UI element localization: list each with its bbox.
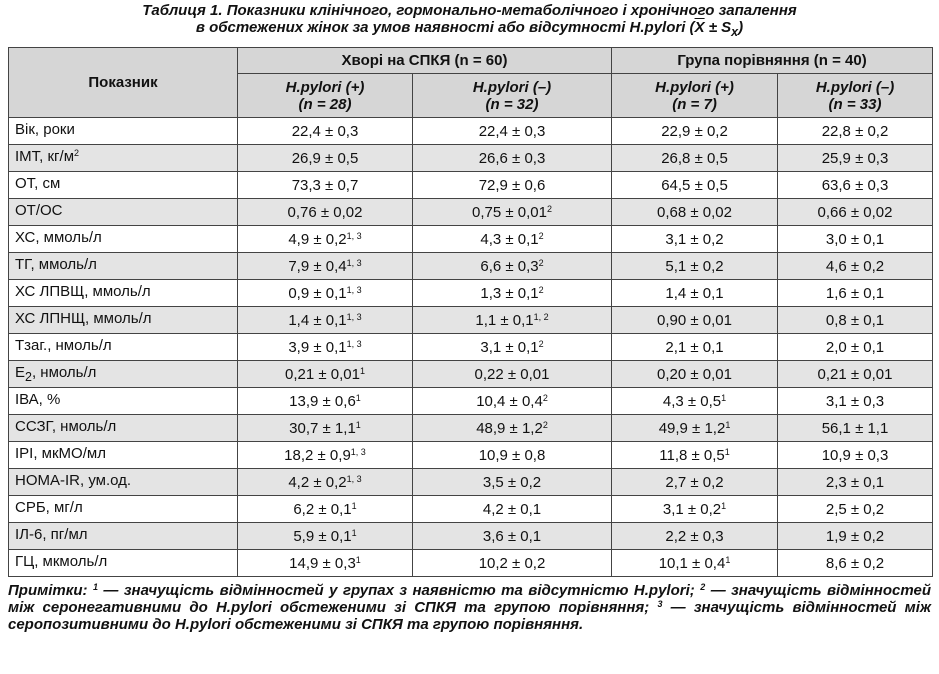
row-indicator-name: ХС ЛПВЩ, ммоль/л (9, 280, 238, 307)
caption-suffix: ) (738, 19, 744, 36)
row-value-cell: 73,3 ± 0,7 (238, 172, 413, 199)
row-value-cell: 22,4 ± 0,3 (413, 118, 612, 145)
row-value-cell: $7,9 \pm 0,4^{1, 3}$ (238, 253, 413, 280)
table-row (9, 523, 933, 550)
header-indicator: Показник (9, 48, 238, 118)
table-row (9, 253, 933, 280)
table-row (9, 442, 933, 469)
note-2-marker: 2 (700, 582, 706, 592)
header-sub-comparison-positive: H.pylori (+) (n = 7) (612, 74, 778, 118)
row-value-cell: 1,4 ± 0,1 (612, 280, 778, 307)
row-value-cell: 3,5 ± 0,2 (413, 469, 612, 496)
row-value-cell: $13,9 \pm 0,6^1$ (238, 388, 413, 415)
row-value-cell: 1,9 ± 0,2 (778, 523, 933, 550)
row-value-cell: $3,9 \pm 0,1^{1, 3}$ (238, 334, 413, 361)
caption-mean-symbol: $\overline{X}$ (694, 19, 705, 36)
row-value-cell: $49,9 \pm 1,2^1$ (612, 415, 778, 442)
table-notes (8, 582, 931, 633)
table-caption (8, 2, 931, 41)
header-sub-pcos-negative: H.pylori (–) (n = 32) (413, 74, 612, 118)
row-value-cell: 0,8 ± 0,1 (778, 307, 933, 334)
note-3-marker: 3 (657, 599, 663, 609)
row-value-cell: $4,3 \pm 0,1^2$ (413, 226, 612, 253)
row-value-cell: 3,0 ± 0,1 (778, 226, 933, 253)
row-indicator-name: HOMA-IR, ум.од. (9, 469, 238, 496)
row-indicator-name: ОТ/ОС (9, 199, 238, 226)
table-row (9, 145, 933, 172)
row-value-cell: 2,7 ± 0,2 (612, 469, 778, 496)
row-indicator-name: ІРІ, мкМО/мл (9, 442, 238, 469)
row-value-cell: 56,1 ± 1,1 (778, 415, 933, 442)
row-value-cell: 2,0 ± 0,1 (778, 334, 933, 361)
note-1-marker: 1 (92, 582, 98, 592)
row-value-cell: 22,4 ± 0,3 (238, 118, 413, 145)
row-value-cell: $14,9 \pm 0,3^1$ (238, 550, 413, 577)
row-value-cell: 64,5 ± 0,5 (612, 172, 778, 199)
row-value-cell: 26,6 ± 0,3 (413, 145, 612, 172)
row-value-cell: $18,2 \pm 0,9^{1, 3}$ (238, 442, 413, 469)
row-value-cell: $3,1 \pm 0,1^2$ (413, 334, 612, 361)
row-value-cell: 10,9 ± 0,3 (778, 442, 933, 469)
note-3-text: — значущість відмінностей між серопозитивними до H.pylori обстеженими зі СПКЯ та групою порівняння. (8, 599, 931, 633)
row-value-cell: $4,3 \pm 0,5^1$ (612, 388, 778, 415)
row-value-cell: $0,9 \pm 0,1^{1, 3}$ (238, 280, 413, 307)
row-value-cell: $10,1 \pm 0,4^1$ (612, 550, 778, 577)
row-value-cell: 63,6 ± 0,3 (778, 172, 933, 199)
row-value-cell: 25,9 ± 0,3 (778, 145, 933, 172)
row-indicator-name: $E_2$, нмоль/л (9, 361, 238, 388)
table-row (9, 226, 933, 253)
row-value-cell: 2,3 ± 0,1 (778, 469, 933, 496)
row-indicator-name: ІВА, % (9, 388, 238, 415)
row-value-cell: 0,21 ± 0,01 (778, 361, 933, 388)
row-value-cell: 2,5 ± 0,2 (778, 496, 933, 523)
row-value-cell: 0,68 ± 0,02 (612, 199, 778, 226)
row-value-cell: 3,1 ± 0,2 (612, 226, 778, 253)
table-header (9, 48, 933, 118)
table-row (9, 334, 933, 361)
table-row (9, 388, 933, 415)
row-value-cell: 0,20 ± 0,01 (612, 361, 778, 388)
caption-mid: ± S (704, 19, 732, 36)
row-indicator-name: Тзаг., нмоль/л (9, 334, 238, 361)
row-value-cell: $4,2 \pm 0,2^{1, 3}$ (238, 469, 413, 496)
data-table (8, 47, 933, 577)
row-value-cell: $1,3 \pm 0,1^2$ (413, 280, 612, 307)
row-value-cell: 0,76 ± 0,02 (238, 199, 413, 226)
row-indicator-name: СРБ, мг/л (9, 496, 238, 523)
row-value-cell: 3,1 ± 0,3 (778, 388, 933, 415)
row-value-cell: 26,8 ± 0,5 (612, 145, 778, 172)
table-row (9, 469, 933, 496)
table-row (9, 280, 933, 307)
row-value-cell: $30,7 \pm 1,1^1$ (238, 415, 413, 442)
row-value-cell: $0,21 \pm 0,01^1$ (238, 361, 413, 388)
row-value-cell: 1,6 ± 0,1 (778, 280, 933, 307)
caption-line-1: Таблиця 1. Показники клінічного, гормонально-метаболічного і хронічного запалення (142, 2, 797, 19)
row-value-cell: 3,6 ± 0,1 (413, 523, 612, 550)
row-indicator-name: ІЛ-6, пг/мл (9, 523, 238, 550)
row-value-cell: $1,4 \pm 0,1^{1, 3}$ (238, 307, 413, 334)
table-row (9, 550, 933, 577)
row-value-cell: 0,90 ± 0,01 (612, 307, 778, 334)
caption-prefix: в обстежених жінок за умов наявності або відсутності H.pylori ( (195, 19, 695, 36)
row-indicator-name: ГЦ, мкмоль/л (9, 550, 238, 577)
row-value-cell: $3,1 \pm 0,2^1$ (612, 496, 778, 523)
header-sub-comparison-negative: H.pylori (–) (n = 33) (778, 74, 933, 118)
row-value-cell: 4,2 ± 0,1 (413, 496, 612, 523)
row-indicator-name: ХС ЛПНЩ, ммоль/л (9, 307, 238, 334)
table-row (9, 118, 933, 145)
table-row (9, 361, 933, 388)
row-value-cell: $1,1 \pm 0,1^{1, 2}$ (413, 307, 612, 334)
row-value-cell: 0,66 ± 0,02 (778, 199, 933, 226)
caption-sub-x: x (731, 25, 739, 39)
row-indicator-name: ССЗГ, нмоль/л (9, 415, 238, 442)
header-group-comparison: Група порівняння (n = 40) (612, 48, 933, 74)
row-indicator-name: Вік, роки (9, 118, 238, 145)
note-2-text: — значущість відмінностей між серонегативними до H.pylori обстеженими зі СПКЯ та групою порівняння; (8, 582, 931, 616)
table-row (9, 172, 933, 199)
row-value-cell: $0,75 \pm 0,01^2$ (413, 199, 612, 226)
row-value-cell: 2,1 ± 0,1 (612, 334, 778, 361)
header-group-pcos: Хворі на СПКЯ (n = 60) (238, 48, 612, 74)
table-body (9, 118, 933, 577)
row-indicator-name: ІМТ, $кг/м^2$ (9, 145, 238, 172)
row-indicator-name: ХС, ммоль/л (9, 226, 238, 253)
table-row (9, 199, 933, 226)
row-value-cell: 72,9 ± 0,6 (413, 172, 612, 199)
row-value-cell: $6,6 \pm 0,3^2$ (413, 253, 612, 280)
notes-prefix: Примітки: (8, 582, 93, 599)
row-value-cell: 5,1 ± 0,2 (612, 253, 778, 280)
row-value-cell: 8,6 ± 0,2 (778, 550, 933, 577)
row-value-cell: $6,2 \pm 0,1^1$ (238, 496, 413, 523)
table-row (9, 307, 933, 334)
caption-line-2 (8, 19, 931, 41)
row-value-cell: 26,9 ± 0,5 (238, 145, 413, 172)
row-value-cell: $4,9 \pm 0,2^{1, 3}$ (238, 226, 413, 253)
row-value-cell: $48,9 \pm 1,2^2$ (413, 415, 612, 442)
row-value-cell: 0,22 ± 0,01 (413, 361, 612, 388)
row-indicator-name: ТГ, ммоль/л (9, 253, 238, 280)
row-value-cell: $10,4 \pm 0,4^2$ (413, 388, 612, 415)
table-row (9, 415, 933, 442)
row-value-cell: 22,8 ± 0,2 (778, 118, 933, 145)
row-value-cell: 10,2 ± 0,2 (413, 550, 612, 577)
row-value-cell: 2,2 ± 0,3 (612, 523, 778, 550)
row-value-cell: $11,8 \pm 0,5^1$ (612, 442, 778, 469)
note-1-text: — значущість відмінностей у групах з наявністю та відсутністю H.pylori; (97, 582, 701, 599)
header-sub-pcos-positive: H.pylori (+) (n = 28) (238, 74, 413, 118)
row-value-cell: 22,9 ± 0,2 (612, 118, 778, 145)
row-indicator-name: ОТ, см (9, 172, 238, 199)
row-value-cell: 10,9 ± 0,8 (413, 442, 612, 469)
table-row (9, 496, 933, 523)
row-value-cell: $5,9 \pm 0,1^1$ (238, 523, 413, 550)
row-value-cell: 4,6 ± 0,2 (778, 253, 933, 280)
